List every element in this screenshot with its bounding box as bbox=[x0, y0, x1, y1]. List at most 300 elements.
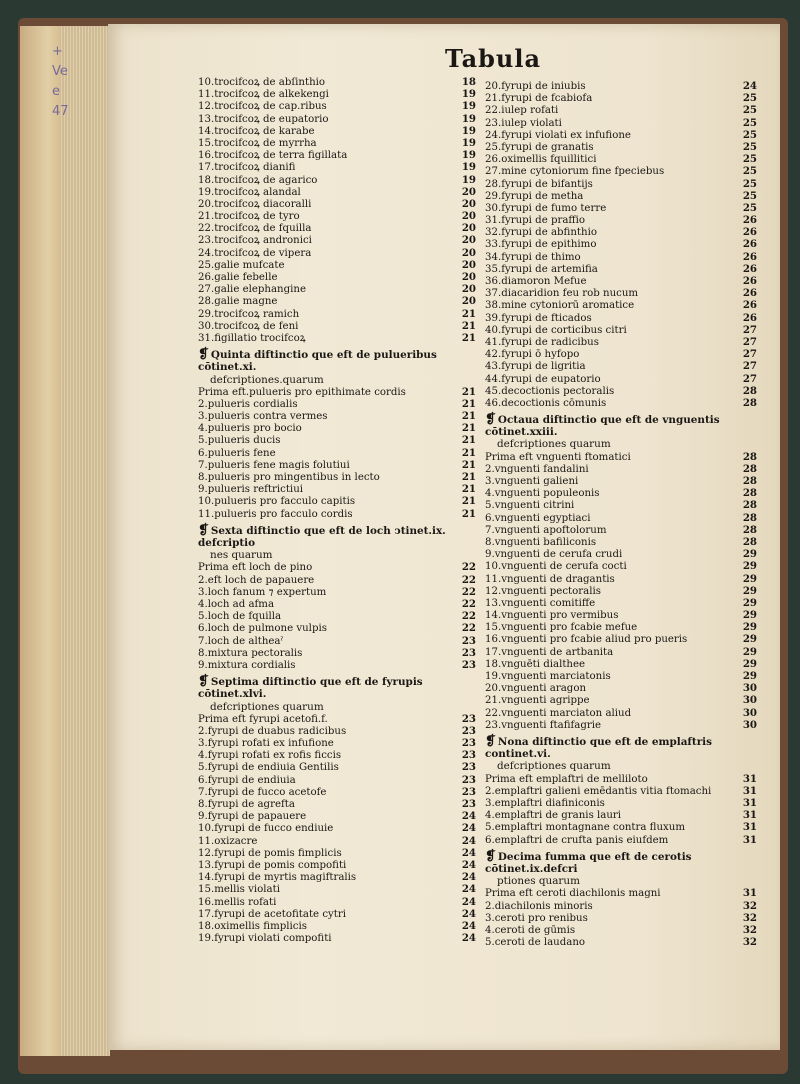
entry-folio-number: 27 bbox=[742, 360, 757, 373]
entry-title: 7.loch de altheaˀ bbox=[198, 635, 284, 647]
entry-title: 12.fyrupi de pomis fimplicis bbox=[198, 847, 342, 859]
index-entry bbox=[485, 936, 757, 948]
entry-folio-number: 21 bbox=[461, 331, 476, 344]
entry-title: 3.emplaftri diafiniconis bbox=[485, 797, 605, 809]
entry-title: 6.pulueris fene bbox=[198, 447, 276, 459]
index-entry bbox=[485, 707, 757, 719]
entry-title: 41.fyrupi de radicibus bbox=[485, 336, 599, 348]
index-entry bbox=[198, 259, 476, 271]
index-entry bbox=[485, 487, 757, 499]
index-entry bbox=[485, 887, 757, 899]
entry-title: 45.decoctionis pectoralis bbox=[485, 385, 615, 397]
pilcrow-icon: ❡ bbox=[485, 848, 496, 864]
entry-folio-number: 21 bbox=[461, 410, 476, 423]
entry-folio-number: 22 bbox=[461, 573, 476, 586]
index-entry bbox=[485, 287, 757, 299]
index-column-right bbox=[485, 80, 757, 948]
entry-folio-number: 21 bbox=[461, 471, 476, 484]
entry-folio-number: 19 bbox=[461, 124, 476, 137]
entry-folio-number: 26 bbox=[742, 262, 757, 275]
entry-title: 5.loch de fquilla bbox=[198, 611, 282, 623]
index-entry bbox=[485, 153, 757, 165]
entry-folio-number: 26 bbox=[742, 275, 757, 287]
index-entry bbox=[485, 451, 757, 463]
section-heading-text: Decima fumma que eft de cerotis cōtinet.ix.defcri bbox=[485, 850, 692, 875]
entry-title: 15.vnguenti pro fcabie mefue bbox=[485, 622, 638, 634]
index-entry bbox=[485, 585, 757, 597]
entry-title: 34.fyrupi de thimo bbox=[485, 251, 581, 263]
entry-title: 19.fyrupi violati compofiti bbox=[198, 933, 332, 945]
section-heading-continuation: ptiones quarum bbox=[497, 875, 580, 888]
entry-folio-number: 20 bbox=[461, 295, 476, 308]
index-entry bbox=[198, 149, 476, 161]
index-entry bbox=[198, 398, 476, 410]
index-entry bbox=[198, 100, 476, 112]
entry-title: 7.fyrupi de fucco acetofe bbox=[198, 786, 327, 798]
entry-title: 4.emplaftri de granis lauri bbox=[485, 810, 622, 822]
entry-title: 11.oxizacre bbox=[198, 835, 258, 847]
pilcrow-icon: ❡ bbox=[198, 674, 209, 690]
index-entry bbox=[198, 210, 476, 222]
entry-title: 22.iulep rofati bbox=[485, 105, 559, 117]
pilcrow-icon: ❡ bbox=[198, 522, 209, 538]
entry-title: 11.trocifcoꝝ de alkekengi bbox=[198, 89, 329, 101]
index-entry bbox=[198, 737, 476, 749]
index-entry bbox=[198, 271, 476, 283]
index-entry bbox=[485, 834, 757, 846]
entry-title: 10.trocifcoꝝ de abſinthio bbox=[198, 77, 326, 88]
entry-title: 3.pulueris contra vermes bbox=[198, 411, 328, 423]
index-entry bbox=[485, 190, 757, 202]
entry-folio-number: 29 bbox=[742, 609, 757, 622]
index-entry bbox=[485, 275, 757, 287]
index-entry bbox=[198, 234, 476, 246]
entry-folio-number: 24 bbox=[461, 883, 476, 896]
entry-title: 7.vnguenti apoftolorum bbox=[485, 524, 607, 536]
index-entry bbox=[485, 104, 757, 116]
index-entry bbox=[198, 635, 476, 647]
entry-folio-number: 24 bbox=[742, 80, 757, 92]
entry-folio-number: 30 bbox=[742, 706, 757, 719]
index-entry bbox=[198, 647, 476, 659]
entry-title: Prima eft vnguenti ftomatici bbox=[485, 451, 631, 463]
index-entry bbox=[198, 410, 476, 422]
index-entry bbox=[198, 76, 476, 88]
index-entry bbox=[198, 422, 476, 434]
entry-title: 18.oximellis fimplicis bbox=[198, 920, 307, 932]
entry-title: 3.loch fanum ⁊ expertum bbox=[198, 586, 327, 598]
entry-folio-number: 28 bbox=[742, 396, 757, 409]
index-entry bbox=[198, 574, 476, 586]
entry-title: 7.pulueris fene magis folutiui bbox=[198, 459, 350, 471]
index-entry bbox=[198, 822, 476, 834]
entry-folio-number: 28 bbox=[742, 511, 757, 524]
index-entry bbox=[198, 810, 476, 822]
entry-folio-number: 27 bbox=[742, 348, 757, 361]
entry-title: 25.fyrupi de granatis bbox=[485, 141, 594, 153]
entry-folio-number: 26 bbox=[742, 287, 757, 300]
index-entry bbox=[198, 749, 476, 761]
entry-folio-number: 29 bbox=[742, 657, 757, 670]
entry-title: 8.mixtura pectoralis bbox=[198, 647, 303, 659]
entry-title: 13.vnguenti comitiffe bbox=[485, 597, 596, 609]
entry-folio-number: 25 bbox=[742, 104, 757, 117]
index-entry bbox=[485, 658, 757, 670]
section-heading-continuation: defcriptiones.quarum bbox=[210, 373, 324, 386]
entry-title: Prima eft loch de pino bbox=[198, 562, 313, 574]
index-entry bbox=[485, 214, 757, 226]
entry-folio-number: 23 bbox=[461, 712, 476, 725]
index-entry bbox=[198, 659, 476, 671]
entry-title: 37.diacaridion feu rob nucum bbox=[485, 288, 639, 300]
index-entry bbox=[198, 386, 476, 398]
entry-title: 11.pulueris pro facculo cordis bbox=[198, 508, 353, 520]
entry-title: 8.pulueris pro mingentibus in lecto bbox=[198, 472, 380, 484]
entry-title: 3.vnguenti galieni bbox=[485, 476, 579, 488]
entry-title: 4.loch ad afma bbox=[198, 598, 275, 610]
index-entry bbox=[485, 512, 757, 524]
index-entry bbox=[485, 597, 757, 609]
entry-folio-number: 26 bbox=[742, 299, 757, 312]
entry-folio-number: 20 bbox=[461, 258, 476, 271]
index-entry bbox=[485, 560, 757, 572]
entry-folio-number: 20 bbox=[461, 222, 476, 235]
entry-folio-number: 20 bbox=[461, 185, 476, 198]
entry-title: 4.pulueris pro bocio bbox=[198, 423, 302, 435]
entry-folio-number: 25 bbox=[742, 177, 757, 190]
index-entry bbox=[485, 573, 757, 585]
page-heading: Tabula bbox=[445, 44, 542, 73]
entry-title: 9.fyrupi de papauere bbox=[198, 811, 307, 823]
entry-title: 2.vnguenti fandalini bbox=[485, 463, 589, 475]
entry-title: 5.vnguenti citrini bbox=[485, 500, 575, 512]
index-entry bbox=[198, 222, 476, 234]
entry-title: 8.vnguenti bafiliconis bbox=[485, 536, 597, 548]
entry-folio-number: 28 bbox=[742, 462, 757, 475]
entry-title: 10.fyrupi de fucco endiuie bbox=[198, 823, 334, 835]
entry-title: 32.fyrupi de abfinthio bbox=[485, 227, 597, 239]
entry-folio-number: 29 bbox=[742, 560, 757, 573]
entry-title: 27.mine cytoniorum fine fpeciebus bbox=[485, 166, 665, 178]
entry-title: 26.oximellis fquillitici bbox=[485, 154, 597, 166]
index-entry bbox=[198, 471, 476, 483]
entry-folio-number: 24 bbox=[461, 871, 476, 884]
entry-folio-number: 25 bbox=[742, 140, 757, 153]
entry-title: 17.trocifcoꝝ dianifi bbox=[198, 162, 296, 174]
entry-folio-number: 20 bbox=[461, 197, 476, 210]
index-entry bbox=[198, 434, 476, 446]
entry-title: 9.vnguenti de cerufa crudi bbox=[485, 549, 623, 561]
page-stack bbox=[60, 26, 110, 1056]
index-entry bbox=[485, 548, 757, 560]
index-entry bbox=[485, 646, 757, 658]
entry-folio-number: 21 bbox=[461, 495, 476, 508]
entry-folio-number: 29 bbox=[742, 596, 757, 609]
index-entry bbox=[485, 385, 757, 397]
entry-title: 2.diachilonis minoris bbox=[485, 900, 593, 912]
section-heading bbox=[485, 848, 757, 888]
entry-folio-number: 29 bbox=[742, 572, 757, 585]
entry-folio-number: 22 bbox=[461, 622, 476, 635]
entry-folio-number: 24 bbox=[461, 846, 476, 859]
index-entry bbox=[485, 92, 757, 104]
index-entry bbox=[198, 774, 476, 786]
entry-title: 6.fyrupi de endiuia bbox=[198, 774, 296, 786]
section-heading-continuation: defcriptiones quarum bbox=[497, 438, 611, 451]
entry-folio-number: 21 bbox=[461, 307, 476, 320]
entry-title: 5.pulueris ducis bbox=[198, 435, 281, 447]
entry-title: 3.ceroti pro renibus bbox=[485, 912, 588, 924]
entry-title: 23.iulep violati bbox=[485, 117, 562, 129]
index-entry bbox=[485, 117, 757, 129]
entry-folio-number: 28 bbox=[742, 499, 757, 512]
entry-folio-number: 25 bbox=[742, 92, 757, 105]
index-entry bbox=[198, 247, 476, 259]
index-entry bbox=[485, 251, 757, 263]
index-entry bbox=[198, 610, 476, 622]
index-entry bbox=[198, 713, 476, 725]
entry-folio-number: 31 bbox=[742, 821, 757, 834]
index-entry bbox=[198, 161, 476, 173]
entry-title: 31.figillatio trocifcoꝝ bbox=[198, 332, 306, 344]
entry-title: 15.mellis violati bbox=[198, 884, 280, 896]
index-entry bbox=[198, 761, 476, 773]
margin-note-line: Ve bbox=[52, 64, 68, 79]
entry-title: 16.trocifcoꝝ de terra figillata bbox=[198, 150, 348, 162]
entry-title: 2.emplaftri galieni emēdantis vitia ftomachi bbox=[485, 785, 712, 797]
entry-folio-number: 32 bbox=[742, 911, 757, 924]
entry-title: 39.fyrupi de fticados bbox=[485, 312, 592, 324]
entry-folio-number: 32 bbox=[742, 923, 757, 936]
index-entry bbox=[485, 536, 757, 548]
index-entry bbox=[198, 586, 476, 598]
section-heading-text: Nona diftinctio que eft de emplaftris continet.vi. bbox=[485, 735, 712, 761]
entry-folio-number: 26 bbox=[742, 226, 757, 239]
entry-folio-number: 23 bbox=[461, 761, 476, 774]
index-entry bbox=[198, 847, 476, 859]
index-entry bbox=[485, 360, 757, 372]
entry-folio-number: 22 bbox=[461, 585, 476, 598]
index-entry bbox=[198, 283, 476, 295]
index-entry bbox=[485, 609, 757, 621]
entry-folio-number: 29 bbox=[742, 633, 757, 646]
entry-folio-number: 26 bbox=[742, 311, 757, 324]
entry-folio-number: 19 bbox=[461, 161, 476, 174]
index-entry bbox=[485, 80, 757, 92]
entry-folio-number: 29 bbox=[742, 670, 757, 683]
index-entry bbox=[198, 859, 476, 871]
entry-folio-number: 31 bbox=[742, 833, 757, 846]
entry-title: 8.fyrupi de agrefta bbox=[198, 799, 295, 811]
pilcrow-icon: ❡ bbox=[485, 412, 496, 428]
entry-folio-number: 23 bbox=[461, 724, 476, 737]
index-entry bbox=[485, 312, 757, 324]
index-entry bbox=[198, 308, 476, 320]
section-heading-continuation: defcriptiones quarum bbox=[210, 700, 324, 713]
entry-title: 6.vnguenti egyptiaci bbox=[485, 512, 591, 524]
entry-title: 11.vnguenti de dragantis bbox=[485, 573, 615, 585]
entry-folio-number: 21 bbox=[461, 483, 476, 496]
index-entry bbox=[485, 797, 757, 809]
entry-folio-number: 19 bbox=[461, 173, 476, 186]
entry-title: 29.trocifcoꝝ ramich bbox=[198, 308, 300, 320]
entry-folio-number: 24 bbox=[461, 895, 476, 908]
entry-title: 26.galie febelle bbox=[198, 272, 278, 283]
entry-title: 10.pulueris pro facculo capitis bbox=[198, 496, 356, 508]
entry-folio-number: 31 bbox=[742, 887, 757, 900]
entry-folio-number: 25 bbox=[742, 201, 757, 214]
section-heading bbox=[485, 414, 757, 451]
entry-folio-number: 32 bbox=[742, 899, 757, 912]
entry-title: 14.vnguenti pro vermibus bbox=[485, 610, 619, 622]
index-entry bbox=[485, 809, 757, 821]
entry-title: 4.vnguenti populeonis bbox=[485, 488, 600, 500]
index-entry bbox=[198, 908, 476, 920]
index-entry bbox=[485, 785, 757, 797]
entry-title: 4.ceroti de gūmis bbox=[485, 924, 576, 936]
entry-folio-number: 25 bbox=[742, 116, 757, 129]
entry-title: 30.trocifcoꝝ de feni bbox=[198, 320, 299, 332]
entry-title: 35.fyrupi de artemifia bbox=[485, 263, 598, 275]
entry-folio-number: 31 bbox=[742, 772, 757, 785]
entry-folio-number: 24 bbox=[461, 822, 476, 835]
entry-folio-number: 24 bbox=[461, 834, 476, 847]
entry-folio-number: 21 bbox=[461, 458, 476, 471]
entry-folio-number: 23 bbox=[461, 646, 476, 659]
entry-title: 42.fyrupi ō hyfopo bbox=[485, 349, 580, 361]
entry-title: 23.trocifcoꝝ andronici bbox=[198, 235, 312, 247]
entry-title: 18.vnguēti dialthee bbox=[485, 658, 586, 670]
section-heading bbox=[198, 676, 476, 713]
index-entry bbox=[198, 508, 476, 520]
margin-note-line: e bbox=[52, 84, 60, 99]
entry-folio-number: 20 bbox=[461, 210, 476, 223]
index-entry bbox=[485, 773, 757, 785]
entry-title: 6.emplaftri de crufta panis eiufdem bbox=[485, 834, 669, 846]
index-entry bbox=[485, 475, 757, 487]
entry-title: 27.galie elephangine bbox=[198, 284, 306, 296]
entry-title: 25.galie mufcate bbox=[198, 259, 285, 271]
entry-folio-number: 28 bbox=[742, 535, 757, 548]
margin-note-line: 47 bbox=[52, 104, 69, 119]
entry-folio-number: 21 bbox=[461, 434, 476, 447]
handwritten-margin-note bbox=[52, 42, 76, 122]
section-heading-text: Octaua diftinctio que eft de vnguentis cōtinet.xxiii. bbox=[485, 414, 720, 439]
index-entry bbox=[485, 397, 757, 409]
entry-title: Prima eft fyrupi acetofi.f. bbox=[198, 713, 328, 725]
entry-title: 44.fyrupi de eupatorio bbox=[485, 373, 601, 385]
section-heading-continuation: nes quarum bbox=[210, 549, 273, 562]
entry-folio-number: 21 bbox=[461, 422, 476, 435]
index-entry bbox=[198, 295, 476, 307]
entry-folio-number: 19 bbox=[461, 88, 476, 101]
section-heading-text: Sexta diftinctio que eft de loch ↄtinet.ix. defcriptio bbox=[198, 524, 446, 549]
entry-folio-number: 27 bbox=[742, 372, 757, 385]
index-entry bbox=[198, 88, 476, 100]
index-entry bbox=[198, 883, 476, 895]
pilcrow-icon: ❡ bbox=[485, 733, 496, 749]
entry-title: 21.vnguenti agrippe bbox=[485, 695, 590, 707]
entry-title: 18.trocifcoꝝ de agarico bbox=[198, 174, 318, 186]
entry-folio-number: 24 bbox=[461, 907, 476, 920]
index-entry bbox=[485, 226, 757, 238]
entry-title: 20.vnguenti aragon bbox=[485, 683, 587, 695]
entry-title: 38.mine cytoniorū aromatice bbox=[485, 300, 635, 312]
entry-title: 10.vnguenti de cerufa cocti bbox=[485, 561, 627, 573]
entry-title: 17.vnguenti de artbanita bbox=[485, 646, 614, 658]
entry-folio-number: 29 bbox=[742, 645, 757, 658]
entry-folio-number: 25 bbox=[742, 189, 757, 202]
entry-folio-number: 28 bbox=[742, 523, 757, 536]
entry-title: 13.trocifcoꝝ de eupatorio bbox=[198, 113, 329, 125]
index-entry bbox=[485, 463, 757, 475]
index-entry bbox=[198, 198, 476, 210]
index-entry bbox=[485, 670, 757, 682]
index-entry bbox=[198, 920, 476, 932]
entry-folio-number: 27 bbox=[742, 335, 757, 348]
entry-folio-number: 19 bbox=[461, 100, 476, 113]
entry-folio-number: 24 bbox=[461, 810, 476, 823]
index-entry bbox=[198, 786, 476, 798]
entry-folio-number: 21 bbox=[461, 507, 476, 520]
index-entry bbox=[485, 129, 757, 141]
margin-note-line: + bbox=[52, 44, 63, 59]
entry-folio-number: 28 bbox=[742, 475, 757, 488]
entry-folio-number: 30 bbox=[742, 682, 757, 695]
section-heading bbox=[485, 733, 757, 773]
pilcrow-icon: ❡ bbox=[198, 347, 209, 363]
entry-title: 5.ceroti de laudano bbox=[485, 937, 586, 949]
index-entry bbox=[485, 524, 757, 536]
index-entry bbox=[485, 141, 757, 153]
entry-folio-number: 23 bbox=[461, 658, 476, 671]
entry-title: 24.fyrupi violati ex infufione bbox=[485, 129, 631, 141]
entry-folio-number: 28 bbox=[742, 487, 757, 500]
entry-title: 15.trocifcoꝝ de myrrha bbox=[198, 137, 317, 149]
entry-folio-number: 25 bbox=[742, 165, 757, 178]
entry-title: 14.trocifcoꝝ de karabe bbox=[198, 125, 315, 137]
index-entry bbox=[485, 373, 757, 385]
entry-title: 12.vnguenti pectoralis bbox=[485, 585, 601, 597]
index-entry bbox=[198, 113, 476, 125]
index-entry bbox=[198, 932, 476, 944]
entry-folio-number: 23 bbox=[461, 634, 476, 647]
entry-title: 28.fyrupi de bifantijs bbox=[485, 178, 593, 190]
entry-title: 31.fyrupi de praffio bbox=[485, 215, 586, 227]
index-entry bbox=[485, 499, 757, 511]
entry-title: 19.vnguenti marciatonis bbox=[485, 671, 611, 683]
entry-folio-number: 31 bbox=[742, 784, 757, 797]
entry-title: 14.fyrupi de myrtis magiftralis bbox=[198, 872, 357, 884]
index-entry bbox=[485, 178, 757, 190]
section-heading-text: Quinta diftinctio que eft de pulueribus cōtinet.xi. bbox=[198, 349, 437, 374]
entry-folio-number: 24 bbox=[461, 919, 476, 932]
index-entry bbox=[485, 348, 757, 360]
index-entry bbox=[485, 682, 757, 694]
entry-folio-number: 29 bbox=[742, 584, 757, 597]
index-entry bbox=[198, 137, 476, 149]
entry-title: 22.vnguenti marciaton aliud bbox=[485, 707, 632, 719]
index-entry bbox=[198, 622, 476, 634]
index-column-left bbox=[198, 76, 476, 944]
index-entry bbox=[485, 621, 757, 633]
entry-folio-number: 25 bbox=[742, 153, 757, 166]
entry-folio-number: 32 bbox=[742, 936, 757, 949]
entry-folio-number: 23 bbox=[461, 785, 476, 798]
index-entry bbox=[198, 332, 476, 344]
index-entry bbox=[485, 912, 757, 924]
entry-folio-number: 24 bbox=[461, 858, 476, 871]
